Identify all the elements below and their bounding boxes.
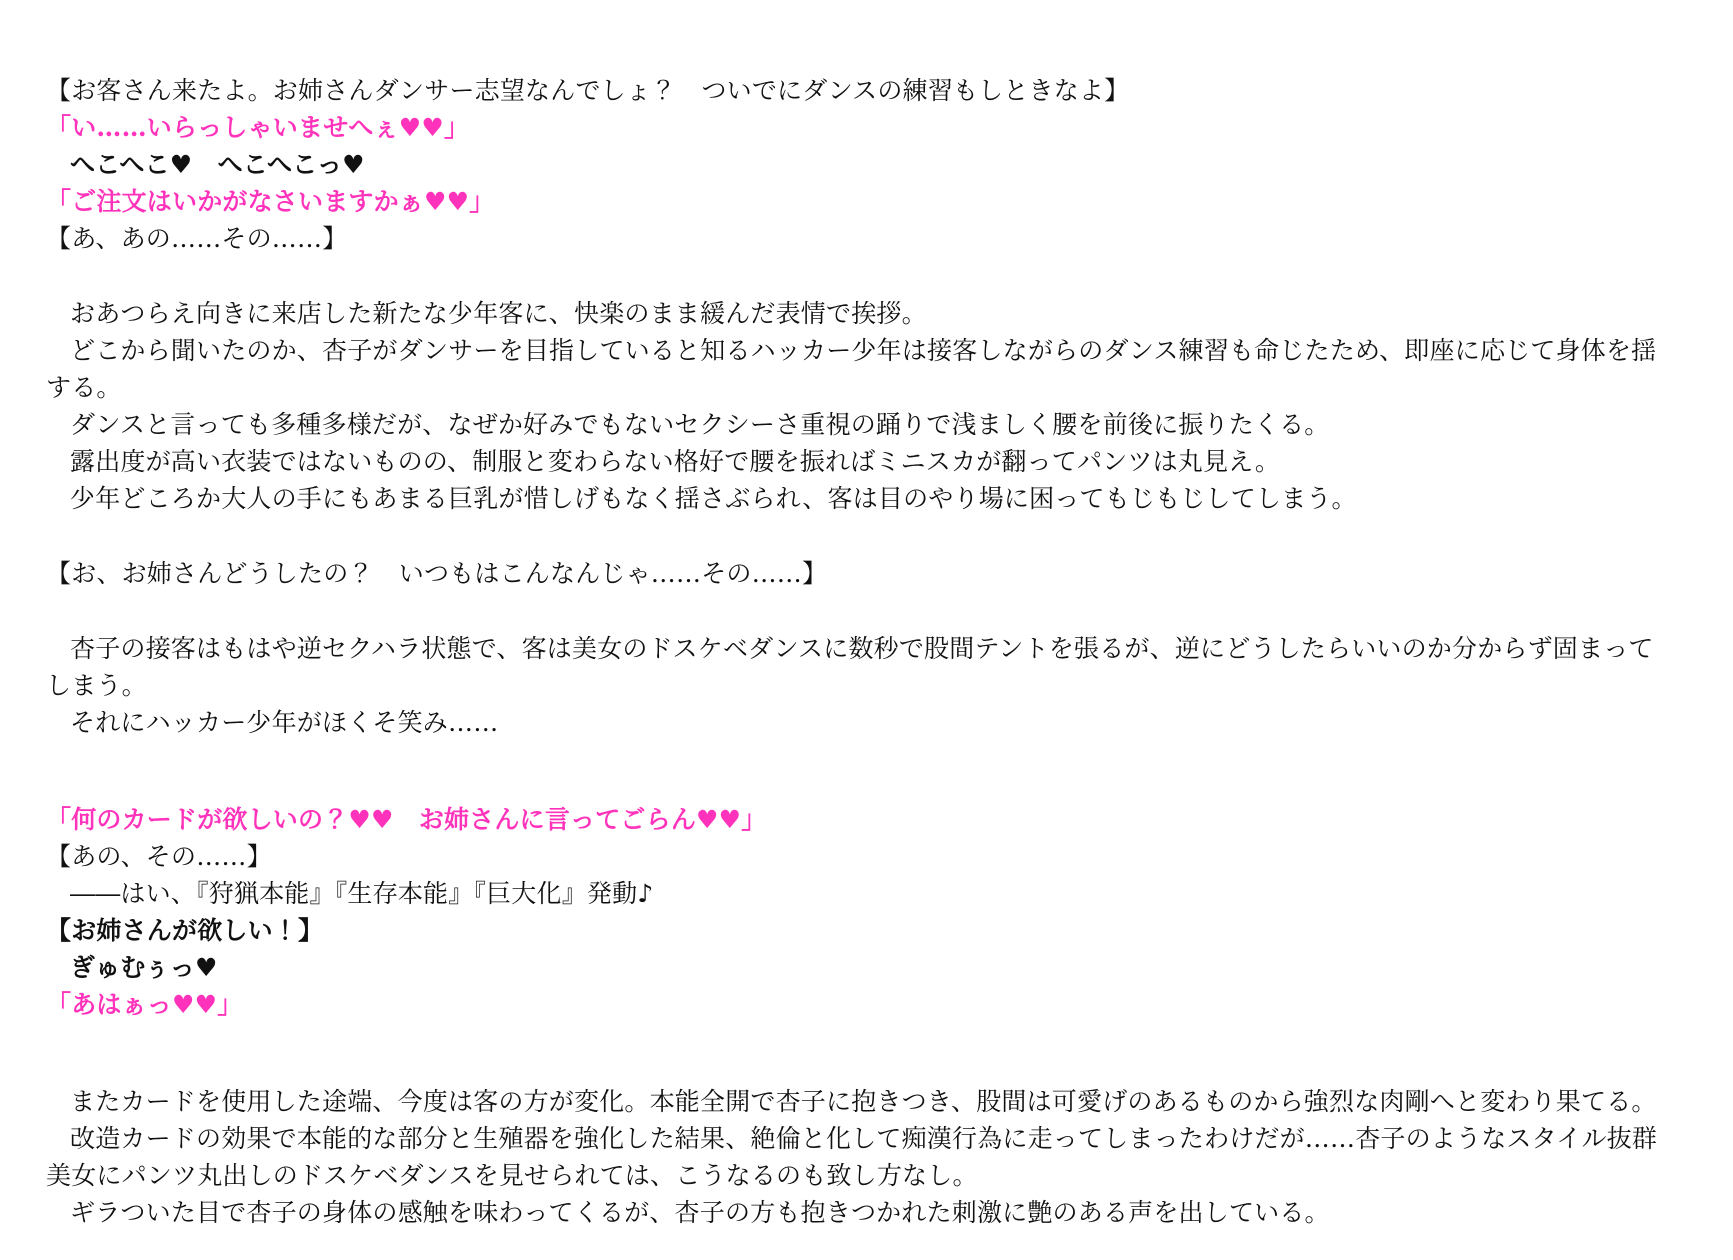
text-line: 【あ、あの……その……】: [46, 224, 348, 253]
text-line: どこから聞いたのか、杏子がダンサーを目指していると知るハッカー少年は接客しながらのダンス練習も命じたため、即座に応じて身体を揺: [70, 336, 1657, 365]
text-block-narration-3: [46, 1083, 1677, 1231]
text-line: ギラついた目で杏子の身体の感触を味わってくるが、杏子の方も抱きつかれた刺激に艶のある声を出している。: [70, 1198, 1330, 1227]
text-block-opening-dialogue: [46, 72, 1677, 257]
text-line-highlight: 「あはぁっ♥♥」: [46, 990, 243, 1019]
text-line: 改造カードの効果で本能的な部分と生殖器を強化した結果、絶倫と化して痴漢行為に走ってしまったわけだが……杏子のようなスタイル抜群: [70, 1124, 1658, 1153]
paragraph-spacer: [46, 1023, 1677, 1061]
text-line: 【あの、その……】: [46, 842, 272, 871]
text-line-highlight: 「何のカードが欲しいの？♥♥ お姉さんに言ってごらん♥♥」: [46, 805, 767, 834]
text-line-highlight: 「ご注文はいかがなさいますかぁ♥♥」: [46, 187, 495, 216]
text-line: しまう。: [46, 671, 147, 700]
text-line: ――はい、『狩猟本能』『生存本能』『巨大化』発動♪: [70, 879, 654, 908]
text-line: それにハッカー少年がほくそ笑み……: [70, 708, 499, 737]
text-line: 美女にパンツ丸出しのドスケベダンスを見せられては、こうなるのも致し方なし。: [46, 1161, 978, 1190]
paragraph-spacer: [46, 257, 1677, 295]
text-block-customer-line: [46, 555, 1677, 592]
text-line-emphasis: 【お姉さんが欲しい！】: [46, 916, 324, 945]
text-line: 少年どころか大人の手にもあまる巨乳が惜しげもなく揺さぶられ、客は目のやり場に困ってもじもじしてしまう。: [70, 484, 1357, 513]
text-line: 【お客さん来たよ。お姉さんダンサー志望なんでしょ？ ついでにダンスの練習もしときなよ】: [46, 76, 1130, 105]
text-line-emphasis: ぎゅむぅっ♥: [70, 953, 218, 982]
text-line: 【お、お姉さんどうしたの？ いつもはこんなんじゃ……その……】: [46, 559, 828, 588]
text-line: 杏子の接客はもはや逆セクハラ状態で、客は美女のドスケベダンスに数秒で股間テントを張るが、逆にどうしたらいいのか分からず固まって: [70, 634, 1654, 663]
paragraph-spacer: [46, 517, 1677, 555]
text-line-emphasis: へこへこ♥ へこへこっ♥: [70, 150, 365, 179]
text-line: 露出度が高い衣装ではないものの、制服と変わらない格好で腰を振ればミニスカが翻ってパンツは丸見え。: [70, 447, 1281, 476]
text-block-narration-1: [46, 295, 1677, 517]
text-block-narration-2: [46, 630, 1677, 741]
text-line: またカードを使用した途端、今度は客の方が変化。本能全開で杏子に抱きつき、股間は可愛げのあるものから強烈な肉剛へと変わり果てる。: [70, 1087, 1657, 1116]
paragraph-spacer: [46, 1061, 1677, 1083]
paragraph-spacer: [46, 779, 1677, 801]
text-block-card-dialogue: [46, 801, 1677, 1023]
paragraph-spacer: [46, 741, 1677, 779]
text-line: ダンスと言っても多種多様だが、なぜか好みでもないセクシーさ重視の踊りで浅ましく腰を前後に振りたくる。: [70, 410, 1330, 439]
text-line: する。: [46, 373, 122, 402]
text-line-highlight: 「い……いらっしゃいませへぇ♥♥」: [46, 113, 470, 142]
paragraph-spacer: [46, 592, 1677, 630]
text-line: おあつらえ向きに来店した新たな少年客に、快楽のまま緩んだ表情で挨拶。: [70, 299, 927, 328]
